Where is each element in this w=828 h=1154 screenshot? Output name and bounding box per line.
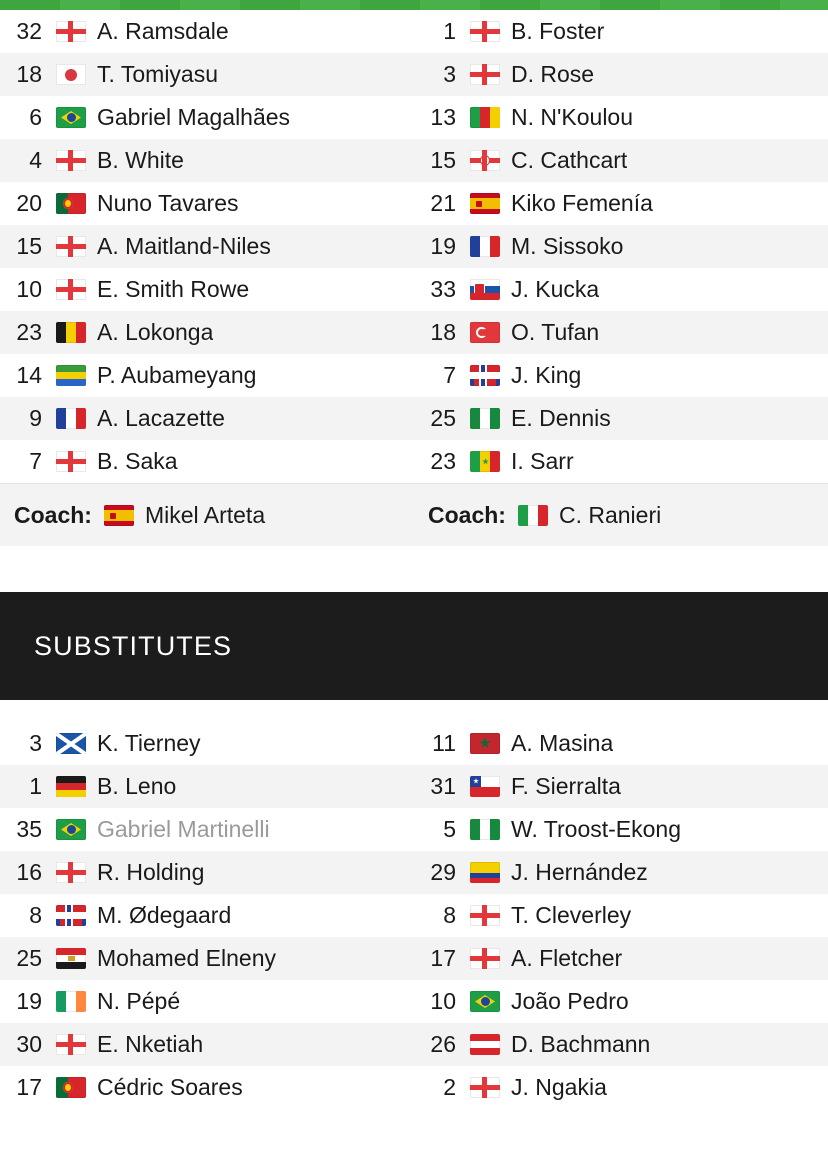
player-name[interactable]: D. Rose (511, 61, 595, 87)
player-cell[interactable] (414, 440, 828, 484)
player-name[interactable]: R. Holding (97, 859, 205, 885)
player-cell[interactable] (414, 53, 828, 96)
player-number: 17 (430, 945, 456, 971)
player-cell[interactable] (0, 182, 414, 225)
player-name[interactable]: C. Cathcart (511, 147, 628, 173)
player-name[interactable]: P. Aubameyang (97, 362, 257, 388)
player-name[interactable]: João Pedro (511, 988, 629, 1014)
player-cell[interactable] (0, 96, 414, 139)
player-number: 13 (430, 104, 456, 130)
table-row[interactable] (0, 311, 828, 354)
player-number: 25 (430, 405, 456, 431)
table-row[interactable] (0, 980, 828, 1023)
player-name[interactable]: J. Kucka (511, 276, 600, 302)
coach-cell[interactable] (414, 484, 828, 547)
flag-cameroon-icon (470, 107, 500, 128)
player-cell[interactable] (414, 10, 828, 53)
flag-detail (67, 905, 71, 926)
player-cell[interactable] (414, 96, 828, 139)
flag-england-icon (56, 279, 86, 300)
table-row[interactable] (0, 354, 828, 397)
player-number: 18 (16, 61, 42, 87)
table-row[interactable] (0, 397, 828, 440)
flag-detail (474, 283, 485, 297)
substitutes-gap (0, 700, 828, 722)
player-cell[interactable] (414, 311, 828, 354)
player-name[interactable]: Kiko Femenía (511, 190, 653, 216)
coach-label: Coach: (428, 501, 506, 528)
table-row[interactable] (0, 139, 828, 182)
player-name[interactable]: O. Tufan (511, 319, 600, 345)
player-number: 14 (16, 362, 42, 388)
player-cell[interactable] (0, 894, 414, 937)
flag-detail (481, 365, 485, 386)
table-row[interactable] (0, 1023, 828, 1066)
player-number: 23 (16, 319, 42, 345)
player-name[interactable]: A. Lokonga (97, 319, 214, 345)
player-number: 7 (443, 362, 456, 388)
flag-italy-icon (518, 505, 548, 526)
flag-slovakia-icon (470, 279, 500, 300)
player-cell[interactable] (0, 311, 414, 354)
player-cell[interactable] (0, 268, 414, 311)
table-row[interactable] (0, 765, 828, 808)
player-number: 1 (29, 773, 42, 799)
section-gap (0, 546, 828, 592)
table-row[interactable] (0, 10, 828, 53)
flag-spain-icon (104, 505, 134, 526)
player-number: 16 (16, 859, 42, 885)
table-row[interactable] (0, 1066, 828, 1109)
flag-detail (481, 156, 489, 165)
player-number: 29 (430, 859, 456, 885)
coach-cell[interactable] (0, 484, 414, 547)
table-row[interactable] (0, 268, 828, 311)
player-number: 10 (430, 988, 456, 1014)
player-cell[interactable] (0, 397, 414, 440)
player-number: 18 (430, 319, 456, 345)
table-row[interactable] (0, 808, 828, 851)
flag-england-icon (470, 64, 500, 85)
player-cell[interactable] (414, 397, 828, 440)
flag-northern-ireland-icon (470, 150, 500, 171)
player-number: 15 (16, 233, 42, 259)
player-name[interactable]: T. Tomiyasu (97, 61, 219, 87)
player-cell[interactable] (414, 354, 828, 397)
player-name[interactable]: B. Foster (511, 18, 605, 44)
player-name[interactable]: D. Bachmann (511, 1031, 651, 1057)
player-name[interactable]: T. Cleverley (511, 902, 632, 928)
player-number: 30 (16, 1031, 42, 1057)
flag-norway-icon (470, 365, 500, 386)
player-cell[interactable] (0, 440, 414, 484)
player-name[interactable]: Mohamed Elneny (97, 945, 276, 971)
flag-germany-icon (56, 776, 86, 797)
flag-gabon-icon (56, 365, 86, 386)
flag-scotland-icon (56, 733, 86, 754)
flag-england-icon (56, 236, 86, 257)
player-number: 21 (430, 190, 456, 216)
table-row[interactable] (0, 96, 828, 139)
flag-austria-icon (470, 1034, 500, 1055)
coach-name[interactable]: Mikel Arteta (144, 501, 266, 528)
table-row[interactable] (0, 722, 828, 765)
flag-brazil-icon (56, 107, 86, 128)
player-name[interactable]: Cédric Soares (97, 1074, 243, 1100)
player-number: 7 (29, 448, 42, 474)
table-row[interactable] (0, 937, 828, 980)
player-cell[interactable] (414, 765, 828, 808)
player-cell[interactable] (414, 894, 828, 937)
flag-norway-icon (56, 905, 86, 926)
flag-turkey-icon (470, 322, 500, 343)
flag-england-icon (470, 1077, 500, 1098)
pitch-strip (0, 0, 828, 10)
player-number: 19 (16, 988, 42, 1014)
table-row[interactable] (0, 851, 828, 894)
flag-portugal-icon (56, 1077, 86, 1098)
player-number: 19 (430, 233, 456, 259)
flag-senegal-icon (470, 451, 500, 472)
player-cell[interactable] (414, 937, 828, 980)
player-cell[interactable] (0, 10, 414, 53)
player-name[interactable]: N. Pépé (97, 988, 181, 1014)
player-number: 26 (430, 1031, 456, 1057)
table-row[interactable] (0, 53, 828, 96)
flag-england-icon (470, 905, 500, 926)
table-row[interactable] (0, 225, 828, 268)
player-name[interactable]: A. Ramsdale (97, 18, 229, 44)
table-row[interactable] (0, 440, 828, 484)
substitutes-title: SUBSTITUTES (34, 630, 233, 661)
player-cell[interactable] (414, 980, 828, 1023)
player-name[interactable]: E. Dennis (511, 405, 611, 431)
player-cell[interactable] (414, 1066, 828, 1109)
substitutes-header (0, 592, 828, 700)
flag-france-icon (56, 408, 86, 429)
flag-egypt-icon (56, 948, 86, 969)
flag-portugal-icon (56, 193, 86, 214)
table-row[interactable] (0, 182, 828, 225)
player-cell[interactable] (414, 139, 828, 182)
player-cell[interactable] (0, 808, 414, 851)
player-name[interactable]: N. N'Koulou (511, 104, 634, 130)
player-name[interactable]: J. Hernández (511, 859, 648, 885)
flag-brazil-icon (56, 819, 86, 840)
flag-england-icon (470, 21, 500, 42)
flag-england-icon (56, 862, 86, 883)
player-name[interactable]: Gabriel Martinelli (97, 816, 270, 842)
player-cell[interactable] (0, 722, 414, 765)
flag-nigeria-icon (470, 408, 500, 429)
player-cell[interactable] (414, 808, 828, 851)
player-name[interactable]: Gabriel Magalhães (97, 104, 291, 130)
player-number: 3 (29, 730, 42, 756)
player-name[interactable]: I. Sarr (511, 448, 574, 474)
player-cell[interactable] (0, 354, 414, 397)
player-cell[interactable] (414, 225, 828, 268)
flag-england-icon (56, 150, 86, 171)
player-cell[interactable] (0, 1066, 414, 1109)
player-name[interactable]: A. Fletcher (511, 945, 623, 971)
flag-england-icon (56, 1034, 86, 1055)
player-number: 4 (29, 147, 42, 173)
player-cell[interactable] (0, 53, 414, 96)
coach-name[interactable]: C. Ranieri (558, 501, 662, 528)
player-cell[interactable] (414, 1023, 828, 1066)
player-number: 35 (16, 816, 42, 842)
player-cell[interactable] (414, 851, 828, 894)
table-row[interactable] (0, 894, 828, 937)
player-name[interactable]: J. Ngakia (511, 1074, 607, 1100)
player-cell[interactable] (414, 268, 828, 311)
player-number: 11 (432, 730, 456, 756)
player-number: 20 (16, 190, 42, 216)
player-cell[interactable] (414, 722, 828, 765)
player-number: 3 (443, 61, 456, 87)
player-number: 15 (430, 147, 456, 173)
flag-england-icon (56, 451, 86, 472)
player-number: 23 (430, 448, 456, 474)
flag-england-icon (470, 948, 500, 969)
player-number: 8 (443, 902, 456, 928)
player-number: 17 (16, 1074, 42, 1100)
flag-colombia-icon (470, 862, 500, 883)
player-name[interactable]: M. Sissoko (511, 233, 624, 259)
flag-japan-icon (56, 64, 86, 85)
player-number: 5 (443, 816, 456, 842)
player-cell[interactable] (0, 765, 414, 808)
player-name[interactable]: K. Tierney (97, 730, 201, 756)
flag-france-icon (470, 236, 500, 257)
player-number: 6 (29, 104, 42, 130)
player-name[interactable]: B. Leno (97, 773, 177, 799)
player-cell[interactable] (0, 937, 414, 980)
player-number: 1 (443, 18, 456, 44)
starting-lineup-table (0, 10, 828, 546)
flag-spain-icon (470, 193, 500, 214)
player-name[interactable]: F. Sierralta (511, 773, 621, 799)
player-number: 8 (29, 902, 42, 928)
player-number: 9 (29, 405, 42, 431)
player-cell[interactable] (0, 1023, 414, 1066)
player-name[interactable]: A. Masina (511, 730, 614, 756)
flag-chile-icon (470, 776, 500, 797)
player-name[interactable]: W. Troost-Ekong (511, 816, 682, 842)
player-name[interactable]: M. Ødegaard (97, 902, 232, 928)
coach-label: Coach: (14, 501, 92, 528)
player-name[interactable]: B. White (97, 147, 184, 173)
player-cell[interactable] (0, 225, 414, 268)
player-name[interactable]: A. Lacazette (97, 405, 225, 431)
player-number: 33 (430, 276, 456, 302)
player-name[interactable]: E. Nketiah (97, 1031, 204, 1057)
flag-ivory-coast-icon (56, 991, 86, 1012)
player-name[interactable]: A. Maitland-Niles (97, 233, 271, 259)
flag-morocco-icon (470, 733, 500, 754)
player-cell[interactable] (0, 980, 414, 1023)
flag-detail (473, 778, 479, 784)
player-cell[interactable] (0, 139, 414, 182)
player-number: 2 (443, 1074, 456, 1100)
player-name[interactable]: J. King (511, 362, 582, 388)
flag-belgium-icon (56, 322, 86, 343)
player-number: 31 (430, 773, 456, 799)
player-number: 25 (16, 945, 42, 971)
player-number: 32 (16, 18, 42, 44)
player-name[interactable]: Nuno Tavares (97, 190, 239, 216)
coach-row (0, 484, 828, 547)
player-cell[interactable] (0, 851, 414, 894)
substitutes-table (0, 722, 828, 1109)
flag-nigeria-icon (470, 819, 500, 840)
flag-england-icon (56, 21, 86, 42)
flag-detail (482, 458, 489, 465)
player-cell[interactable] (414, 182, 828, 225)
player-name[interactable]: B. Saka (97, 448, 178, 474)
flag-detail (68, 956, 75, 961)
player-number: 10 (16, 276, 42, 302)
player-name[interactable]: E. Smith Rowe (97, 276, 250, 302)
flag-brazil-icon (470, 991, 500, 1012)
